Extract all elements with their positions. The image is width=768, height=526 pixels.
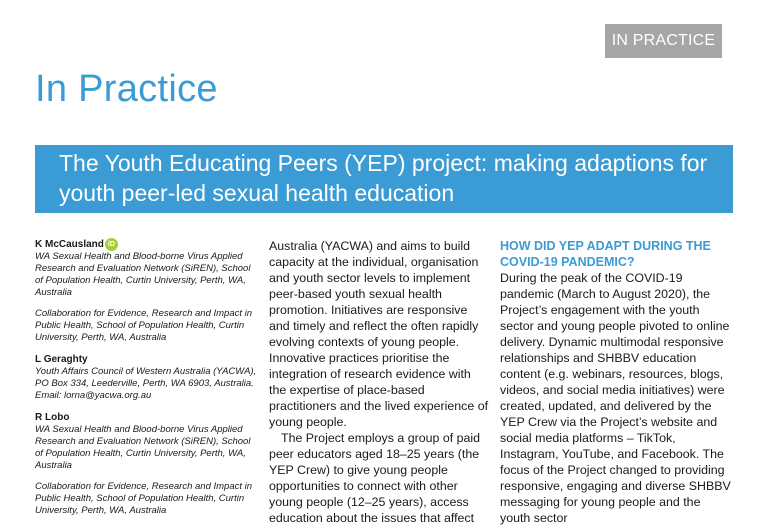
author-affiliation: WA Sexual Health and Blood-borne Virus Applied Research and Evaluation Network (SiREN), School of Population Health, Curtin University, Perth, WA, Australia <box>35 251 251 298</box>
body-paragraph: Australia (YACWA) and aims to build capacity at the individual, organisation and youth sector levels to implement peer-based youth sexual health promotion. Initiatives are responsive and timely and reflect the often rapidly evolving contexts of young people. Innovative practices prioritise the integration of research evidence with the expertise of place-based practitioners and the lived experience of young people. <box>269 239 489 429</box>
author-column <box>35 238 257 526</box>
author-name: K McCausland iD <box>35 238 257 251</box>
article-title: The Youth Educating Peers (YEP) project: making adaptions for youth peer-led sexual health education <box>59 150 708 206</box>
body-paragraph: During the peak of the COVID-19 pandemic (March to August 2020), the Project’s engagement with the youth sector and young people pivoted to online delivery. Dynamic multimodal responsive relationships and SHBBV education content (e.g. webinars, resources, blogs, videos, and social media initiatives) were created, updated, and delivered by the YEP Crew via the Project’s website and social media platforms – TikTok, Instagram, YouTube, and Facebook. The focus of the Project changed to providing responsive, engaging and diverse SHBBV messaging for young people and the youth sector <box>500 271 731 525</box>
body-paragraph: The Project employs a group of paid peer educators aged 18–25 years (the YEP Crew) to give young people opportunities to connect with other young people (12–25 years), access education about the issues that affect <box>269 431 481 525</box>
body-column-2 <box>500 238 732 526</box>
author-name: L Geraghty <box>35 354 88 365</box>
author-affiliation: Collaboration for Evidence, Research and Impact in Public Health, School of Population Health, Curtin University, Perth, WA, Australia <box>35 481 253 516</box>
section-tag: IN PRACTICE <box>605 24 722 58</box>
title-band <box>35 145 733 213</box>
section-heading: In Practice <box>35 68 218 110</box>
body-column-1 <box>269 238 489 526</box>
subsection-heading: HOW DID YEP ADAPT DURING THE COVID-19 PANDEMIC? <box>500 239 711 269</box>
author-affiliation: WA Sexual Health and Blood-borne Virus Applied Research and Evaluation Network (SiREN), School of Population Health, Curtin University, Perth, WA, Australia <box>35 424 251 471</box>
author-affiliation: Youth Affairs Council of Western Australia (YACWA), PO Box 334, Leederville, Perth, WA 6903, Australia. Email: lorna@yacwa.org.au <box>35 366 257 401</box>
orcid-icon[interactable]: iD <box>105 238 118 251</box>
author-affiliation: Collaboration for Evidence, Research and Impact in Public Health, School of Population Health, Curtin University, Perth, WA, Australia <box>35 308 253 343</box>
author-name: R Lobo <box>35 412 70 423</box>
